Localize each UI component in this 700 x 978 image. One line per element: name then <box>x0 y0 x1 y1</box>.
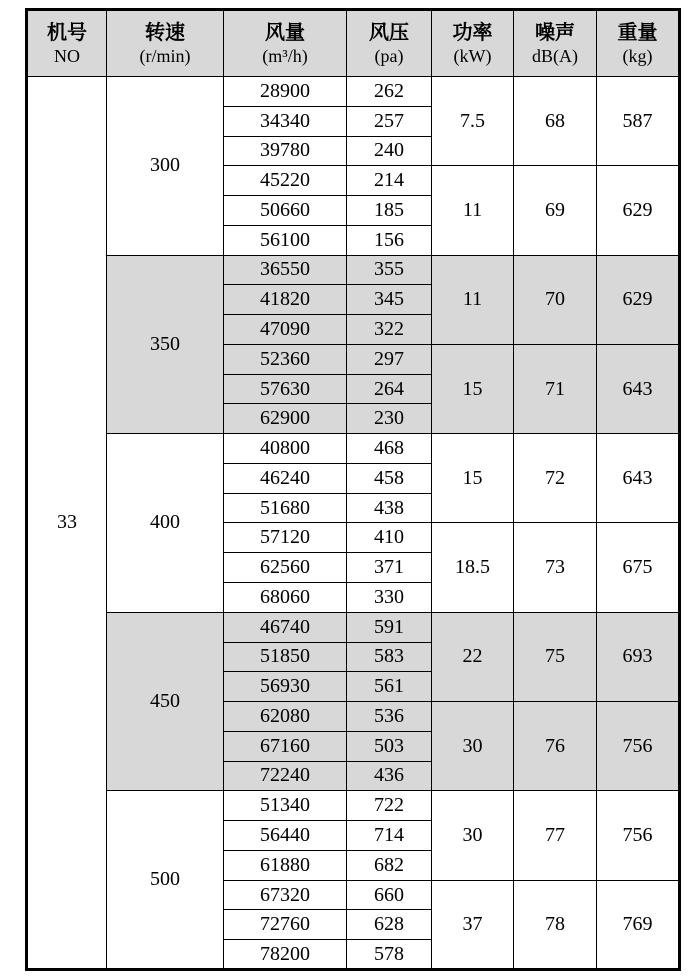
noise-cell: 75 <box>514 612 597 701</box>
airflow-cell: 72240 <box>224 761 347 791</box>
pressure-cell: 264 <box>347 374 432 404</box>
weight-cell: 675 <box>597 523 680 612</box>
airflow-cell: 46740 <box>224 612 347 642</box>
table-row <box>27 255 680 285</box>
header-power <box>432 10 514 77</box>
airflow-cell: 78200 <box>224 940 347 970</box>
pressure-cell: 503 <box>347 731 432 761</box>
airflow-cell: 50660 <box>224 196 347 226</box>
speed-cell: 400 <box>107 434 224 613</box>
pressure-cell: 214 <box>347 166 432 196</box>
power-cell: 15 <box>432 434 514 523</box>
table-body <box>27 77 680 970</box>
noise-cell: 70 <box>514 255 597 344</box>
pressure-cell: 355 <box>347 255 432 285</box>
speed-cell: 500 <box>107 791 224 970</box>
airflow-cell: 51850 <box>224 642 347 672</box>
header-pressure <box>347 10 432 77</box>
table-row <box>27 791 680 821</box>
airflow-cell: 56440 <box>224 821 347 851</box>
header-power-label: 功率 <box>452 21 493 44</box>
pressure-cell: 436 <box>347 761 432 791</box>
airflow-cell: 47090 <box>224 315 347 345</box>
pressure-cell: 230 <box>347 404 432 434</box>
pressure-cell: 578 <box>347 940 432 970</box>
pressure-cell: 297 <box>347 344 432 374</box>
pressure-cell: 322 <box>347 315 432 345</box>
weight-cell: 756 <box>597 791 680 880</box>
power-cell: 11 <box>432 166 514 255</box>
header-speed-label: 转速 <box>145 21 185 44</box>
header-speed-unit: (r/min) <box>139 45 191 66</box>
airflow-cell: 57630 <box>224 374 347 404</box>
header-machine-no-unit: NO <box>54 45 80 66</box>
airflow-cell: 51340 <box>224 791 347 821</box>
pressure-cell: 156 <box>347 225 432 255</box>
pressure-cell: 583 <box>347 642 432 672</box>
power-cell: 30 <box>432 791 514 880</box>
header-airflow <box>224 10 347 77</box>
airflow-cell: 52360 <box>224 344 347 374</box>
noise-cell: 72 <box>514 434 597 523</box>
noise-cell: 73 <box>514 523 597 612</box>
pressure-cell: 371 <box>347 553 432 583</box>
noise-cell: 78 <box>514 880 597 969</box>
pressure-cell: 262 <box>347 77 432 107</box>
airflow-cell: 34340 <box>224 106 347 136</box>
airflow-cell: 61880 <box>224 850 347 880</box>
pressure-cell: 410 <box>347 523 432 553</box>
header-noise-label: 噪声 <box>535 21 575 44</box>
airflow-cell: 57120 <box>224 523 347 553</box>
airflow-cell: 67160 <box>224 731 347 761</box>
airflow-cell: 45220 <box>224 166 347 196</box>
header-airflow-unit: (m³/h) <box>262 45 308 66</box>
power-cell: 30 <box>432 702 514 791</box>
weight-cell: 693 <box>597 612 680 701</box>
speed-cell: 300 <box>107 77 224 256</box>
noise-cell: 68 <box>514 77 597 166</box>
pressure-cell: 438 <box>347 493 432 523</box>
weight-cell: 643 <box>597 344 680 433</box>
weight-cell: 756 <box>597 702 680 791</box>
pressure-cell: 682 <box>347 850 432 880</box>
pressure-cell: 345 <box>347 285 432 315</box>
airflow-cell: 62900 <box>224 404 347 434</box>
fan-spec-table <box>25 8 681 971</box>
pressure-cell: 458 <box>347 463 432 493</box>
header-pressure-label: 风压 <box>369 21 409 44</box>
table-row <box>27 612 680 642</box>
power-cell: 15 <box>432 344 514 433</box>
header-weight-label: 重量 <box>617 21 658 44</box>
noise-cell: 76 <box>514 702 597 791</box>
machine-no-cell: 33 <box>27 77 107 970</box>
table-header <box>27 10 680 77</box>
table-row <box>27 77 680 107</box>
airflow-cell: 67320 <box>224 880 347 910</box>
airflow-cell: 62080 <box>224 702 347 732</box>
power-cell: 22 <box>432 612 514 701</box>
pressure-cell: 185 <box>347 196 432 226</box>
header-airflow-label: 风量 <box>265 21 305 44</box>
header-weight <box>597 10 680 77</box>
pressure-cell: 628 <box>347 910 432 940</box>
pressure-cell: 561 <box>347 672 432 702</box>
airflow-cell: 36550 <box>224 255 347 285</box>
pressure-cell: 714 <box>347 821 432 851</box>
airflow-cell: 40800 <box>224 434 347 464</box>
weight-cell: 629 <box>597 255 680 344</box>
pressure-cell: 257 <box>347 106 432 136</box>
header-pressure-unit: (pa) <box>374 45 404 66</box>
pressure-cell: 468 <box>347 434 432 464</box>
pressure-cell: 660 <box>347 880 432 910</box>
airflow-cell: 72760 <box>224 910 347 940</box>
power-cell: 18.5 <box>432 523 514 612</box>
pressure-cell: 722 <box>347 791 432 821</box>
header-noise-unit: dB(A) <box>532 45 578 66</box>
pressure-cell: 240 <box>347 136 432 166</box>
table-row <box>27 434 680 464</box>
speed-cell: 450 <box>107 612 224 791</box>
header-machine-no <box>27 10 107 77</box>
header-noise <box>514 10 597 77</box>
pressure-cell: 591 <box>347 612 432 642</box>
power-cell: 37 <box>432 880 514 969</box>
header-weight-unit: (kg) <box>622 45 653 66</box>
header-speed <box>107 10 224 77</box>
airflow-cell: 68060 <box>224 583 347 613</box>
airflow-cell: 51680 <box>224 493 347 523</box>
weight-cell: 769 <box>597 880 680 969</box>
header-power-unit: (kW) <box>453 45 492 66</box>
airflow-cell: 62560 <box>224 553 347 583</box>
airflow-cell: 41820 <box>224 285 347 315</box>
pressure-cell: 330 <box>347 583 432 613</box>
airflow-cell: 39780 <box>224 136 347 166</box>
header-machine-no-label: 机号 <box>47 21 87 44</box>
noise-cell: 69 <box>514 166 597 255</box>
power-cell: 7.5 <box>432 77 514 166</box>
weight-cell: 629 <box>597 166 680 255</box>
power-cell: 11 <box>432 255 514 344</box>
noise-cell: 71 <box>514 344 597 433</box>
airflow-cell: 56930 <box>224 672 347 702</box>
airflow-cell: 28900 <box>224 77 347 107</box>
weight-cell: 643 <box>597 434 680 523</box>
weight-cell: 587 <box>597 77 680 166</box>
pressure-cell: 536 <box>347 702 432 732</box>
header-row <box>27 10 680 77</box>
speed-cell: 350 <box>107 255 224 434</box>
noise-cell: 77 <box>514 791 597 880</box>
airflow-cell: 56100 <box>224 225 347 255</box>
airflow-cell: 46240 <box>224 463 347 493</box>
